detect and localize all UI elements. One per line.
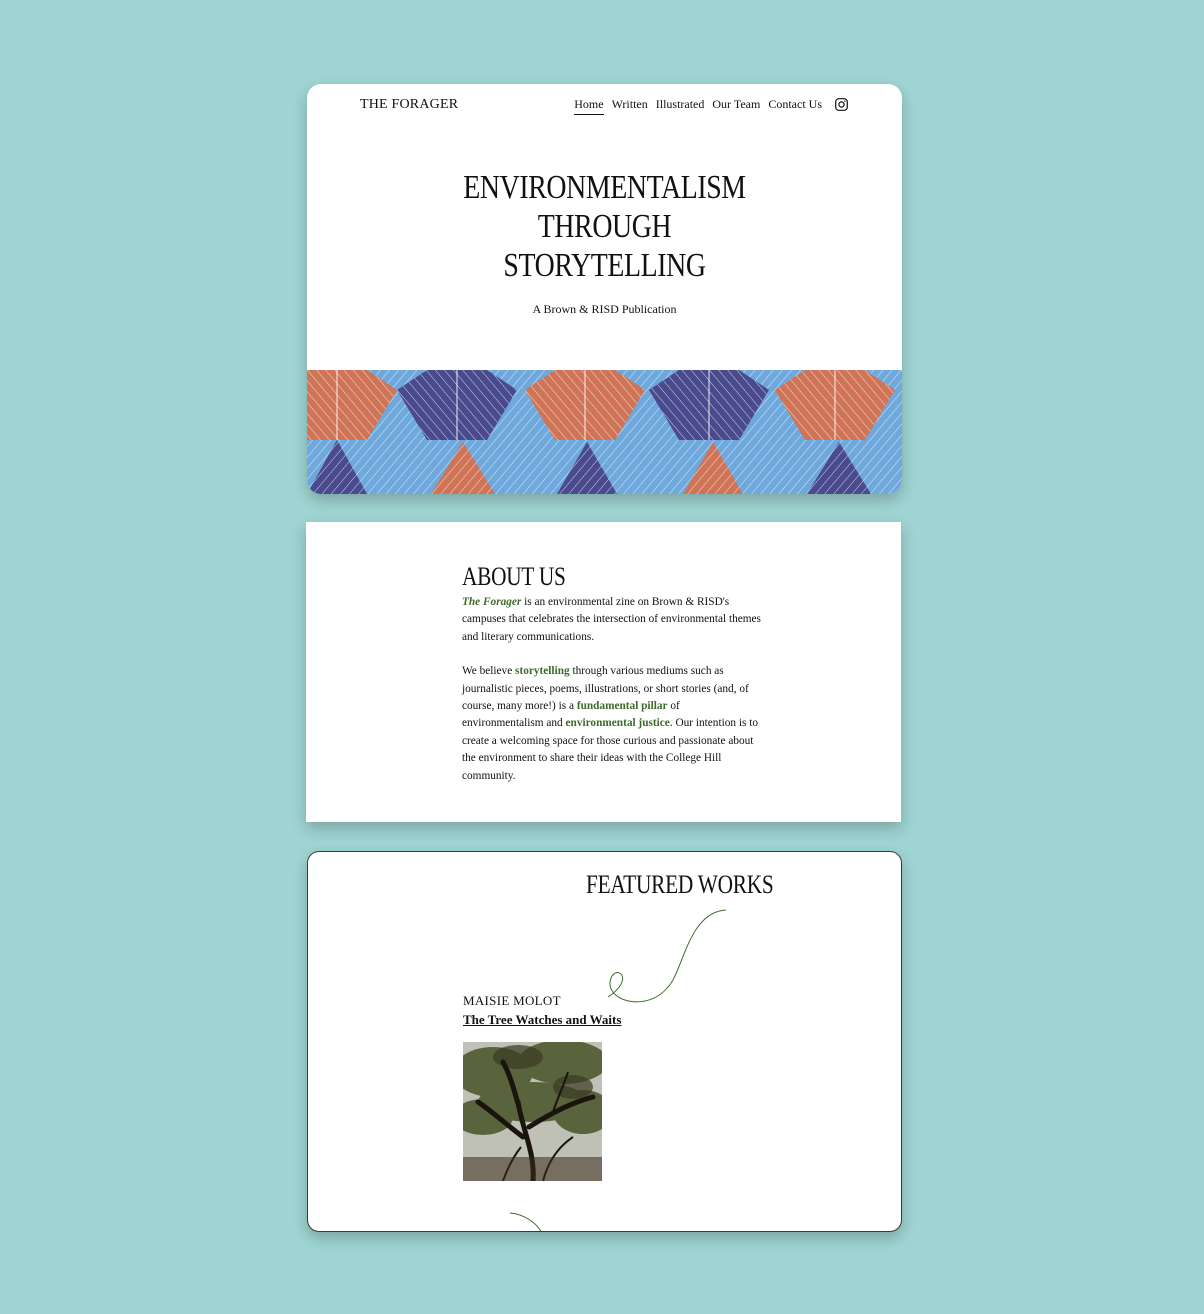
about-section bbox=[306, 522, 901, 822]
work-thumbnail[interactable] bbox=[463, 1042, 602, 1181]
hero-section bbox=[307, 84, 902, 494]
highlight-fundamental-pillar: fundamental pillar bbox=[576, 700, 668, 713]
about-text-segment: is an environmental zine on Brown & RISD's campuses that celebrates the intersection of environmental themes and literary communications. bbox=[462, 596, 761, 643]
hero-subtitle: A Brown & RISD Publication bbox=[532, 302, 677, 316]
highlight-storytelling: storytelling bbox=[515, 665, 570, 678]
decorative-curve bbox=[308, 852, 902, 1232]
nav-our-team[interactable]: Our Team bbox=[712, 97, 761, 111]
nav-written[interactable]: Written bbox=[611, 97, 648, 111]
leaf-pattern-banner bbox=[307, 370, 902, 494]
nav-home[interactable]: Home bbox=[574, 97, 603, 115]
instagram-icon[interactable] bbox=[835, 98, 848, 111]
about-paragraph-1 bbox=[462, 594, 762, 646]
hero-title-line: ENVIRONMENTALISM bbox=[463, 169, 746, 206]
about-text-segment: We believe bbox=[462, 665, 516, 678]
site-logo[interactable]: THE FORAGER bbox=[360, 97, 459, 112]
featured-works-section bbox=[307, 851, 902, 1232]
about-paragraph-2 bbox=[462, 663, 762, 785]
main-nav bbox=[574, 97, 822, 115]
about-text-segment: . Our intention is to create a welcoming space for those curious and passionate about the environment to share their ideas with the College Hill community. bbox=[462, 717, 758, 782]
about-title: ABOUT US bbox=[462, 562, 566, 591]
hero-title-line: STORYTELLING bbox=[503, 247, 706, 284]
author-name: MAISIE MOLOT bbox=[463, 993, 561, 1008]
about-text-segment: through various mediums such as journalistic pieces, poems, illustrations, or short stories (and, of course, many more!) is a bbox=[462, 665, 749, 713]
hero-title-line: THROUGH bbox=[537, 208, 672, 245]
nav-illustrated[interactable]: Illustrated bbox=[655, 97, 705, 111]
tree-image bbox=[463, 1042, 602, 1181]
about-body bbox=[462, 594, 762, 785]
hero-title bbox=[361, 168, 849, 285]
nav-contact-us[interactable]: Contact Us bbox=[768, 97, 822, 111]
highlight-environmental-justice: environmental justice bbox=[565, 717, 670, 730]
about-text-segment: of environmentalism and bbox=[462, 700, 680, 730]
work-title-link[interactable]: The Tree Watches and Waits bbox=[463, 1012, 622, 1027]
about-content bbox=[462, 562, 762, 785]
forager-name: The Forager bbox=[462, 596, 522, 608]
featured-title: FEATURED WORKS bbox=[586, 870, 774, 899]
